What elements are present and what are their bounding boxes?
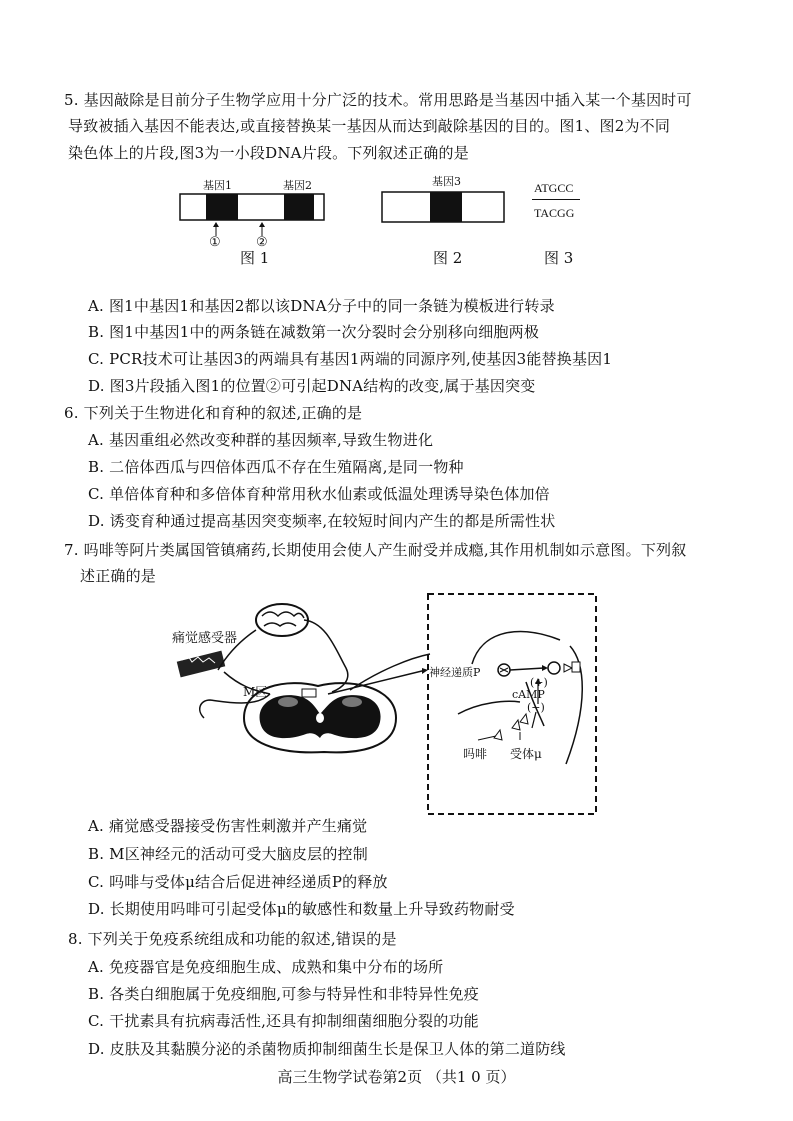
q7-option-d: D. 长期使用吗啡可引起受体μ的敏感性和数量上升导致药物耐受: [88, 900, 515, 918]
q6-option-d: D. 诱变育种通过提高基因突变频率,在较短时间内产生的都是所需性状: [88, 512, 556, 530]
seq-bottom-strand: TACGG: [534, 206, 575, 220]
q5-option-a: A. 图1中基因1和基因2都以该DNA分子中的同一条链为模板进行转录: [88, 297, 555, 315]
figure-1-caption: 图 1: [240, 249, 270, 267]
q6-option-a: A. 基因重组必然改变种群的基因频率,导致生物进化: [88, 431, 434, 449]
strand-divider: [532, 199, 580, 200]
neurotransmitter-p-label: 神经递质P: [429, 666, 481, 679]
gene3-label: 基因3: [432, 175, 461, 188]
q8-option-d: D. 皮肤及其黏膜分泌的杀菌物质抑制细菌生长是保卫人体的第二道防线: [88, 1040, 566, 1058]
minus-sign-label: (−): [527, 701, 545, 714]
q7-option-c: C. 吗啡与受体μ结合后促进神经递质P的释放: [88, 873, 388, 891]
q8-stem: 8. 下列关于免疫系统组成和功能的叙述,错误的是: [68, 930, 397, 948]
morphine-label: 吗啡: [463, 747, 488, 761]
q8-option-a: A. 免疫器官是免疫细胞生成、成熟和集中分布的场所: [88, 958, 444, 976]
q7-stem-line-2: 述正确的是: [80, 567, 157, 585]
q5-stem-line-2: 导致被插入基因不能表达,或直接替换某一基因从而达到敲除基因的目的。图1、图2为不同: [68, 117, 671, 135]
pain-receptor-label: 痛觉感受器: [172, 631, 238, 646]
mark-2: ②: [256, 235, 268, 250]
q6-option-c: C. 单倍体育种和多倍体育种常用秋水仙素或低温处理诱导染色体加倍: [88, 485, 550, 503]
figure-3-caption: 图 3: [544, 249, 574, 267]
q5-stem-line-3: 染色体上的片段,图3为一小段DNA片段。下列叙述正确的是: [68, 144, 469, 162]
q7-stem-line-1: 7. 吗啡等阿片类属国管镇痛药,长期使用会使人产生耐受并成瘾,其作用机制如示意图。下列叙: [64, 541, 687, 559]
plus-sign-label: (+): [530, 676, 548, 689]
gene1-block: [206, 194, 238, 220]
brain-icon: [256, 604, 308, 636]
synapse-inset-box: [428, 594, 596, 814]
camp-label: cAMP: [512, 688, 545, 701]
q5-option-d: D. 图3片段插入图1的位置②可引起DNA结构的改变,属于基因突变: [88, 377, 536, 395]
q8-option-b: B. 各类白细胞属于免疫细胞,可参与特异性和非特异性免疫: [88, 985, 479, 1003]
m-zone-label: M区: [243, 685, 268, 699]
seq-top-strand: ATGCC: [534, 181, 574, 195]
receptor-mu-label: 受体μ: [510, 747, 542, 761]
pain-receptor-icon: [177, 651, 226, 678]
page-footer: 高三生物学试卷第2页 （共1 0 页）: [277, 1068, 516, 1086]
mark-1: ①: [209, 235, 221, 250]
q6-stem: 6. 下列关于生物进化和育种的叙述,正确的是: [64, 404, 363, 422]
q5-option-c: C. PCR技术可让基因3的两端具有基因1两端的同源序列,使基因3能替换基因1: [88, 350, 613, 368]
gene2-label: 基因2: [283, 179, 312, 192]
q6-option-b: B. 二倍体西瓜与四倍体西瓜不存在生殖隔离,是同一物种: [88, 458, 464, 476]
gene3-block: [430, 192, 462, 222]
q5-option-b: B. 图1中基因1中的两条链在减数第一次分裂时会分别移向细胞两极: [88, 323, 540, 341]
q5-stem-line-1: 5. 基因敲除是目前分子生物学应用十分广泛的技术。常用思路是当基因中插入某一个基因时可: [64, 91, 692, 109]
q7-option-a: A. 痛觉感受器接受伤害性刺激并产生痛觉: [88, 817, 368, 835]
q8-option-c: C. 干扰素具有抗病毒活性,还具有抑制细菌细胞分裂的功能: [88, 1012, 479, 1030]
gene1-label: 基因1: [203, 179, 232, 192]
q5-figure-2: [378, 188, 508, 228]
gene2-block: [284, 194, 314, 220]
q7-option-b: B. M区神经元的活动可受大脑皮层的控制: [88, 845, 368, 863]
figure-2-caption: 图 2: [433, 249, 463, 267]
